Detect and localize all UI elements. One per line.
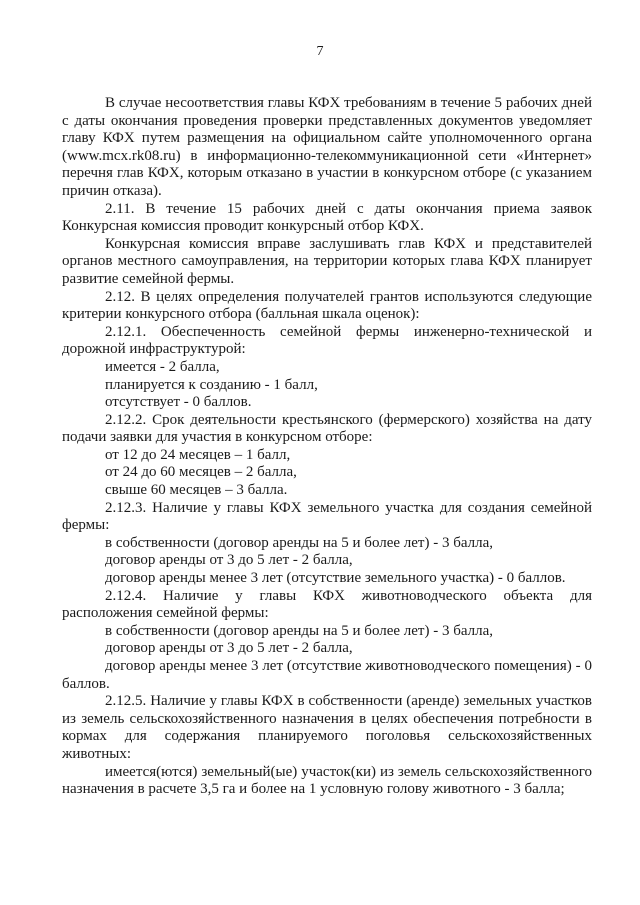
list-item: имеется - 2 балла, bbox=[105, 358, 220, 375]
paragraph: договор аренды менее 3 лет (отсутствие животноводческого помещения) - 0 баллов. bbox=[62, 658, 592, 692]
list-item: от 12 до 24 месяцев – 1 балл, bbox=[105, 446, 291, 463]
list-item: договор аренды от 3 до 5 лет - 2 балла, bbox=[105, 640, 353, 657]
list-item: в собственности (договор аренды на 5 и более лет) - 3 балла, bbox=[105, 534, 494, 551]
list-item: отсутствует - 0 баллов. bbox=[105, 394, 252, 411]
paragraph: 2.12.1. Обеспеченность семейной фермы инженерно-технической и дорожной инфраструктурой: bbox=[62, 323, 592, 358]
list-item: от 24 до 60 месяцев – 2 балла, bbox=[105, 464, 297, 481]
paragraph: 2.12.4. Наличие у главы КФХ животноводческого объекта для расположения семейной фермы: bbox=[62, 587, 592, 622]
list-item: в собственности (договор аренды на 5 и более лет) - 3 балла, bbox=[105, 622, 494, 639]
list-item: договор аренды от 3 до 5 лет - 2 балла, bbox=[105, 552, 353, 569]
paragraph: имеется(ются) земельный(ые) участок(ки) из земель сельскохозяйственного назначения в расчете 3,5 га и более на 1 условную голову животного - 3 балла; bbox=[62, 763, 592, 798]
page-number: 7 bbox=[316, 44, 324, 59]
list-item: планируется к созданию - 1 балл, bbox=[105, 376, 318, 393]
document-body bbox=[62, 95, 592, 799]
paragraph: 2.11. В течение 15 рабочих дней с даты окончания приема заявок Конкурсная комиссия проводит конкурсный отбор КФХ. bbox=[62, 200, 592, 235]
paragraph: Конкурсная комиссия вправе заслушивать глав КФХ и представителей органов местного самоуправления, на территории которых глава КФХ планирует развитие семейной фермы. bbox=[62, 235, 592, 287]
list-item: свыше 60 месяцев – 3 балла. bbox=[105, 482, 288, 499]
paragraph: 2.12.3. Наличие у главы КФХ земельного участка для создания семейной фермы: bbox=[62, 499, 592, 534]
paragraph: 2.12.2. Срок деятельности крестьянского (фермерского) хозяйства на дату подачи заявки для участия в конкурсном отборе: bbox=[62, 411, 592, 446]
paragraph: 2.12.5. Наличие у главы КФХ в собственности (аренде) земельных участков из земель сельскохозяйственного назначения в целях обеспечения потребности в кормах для содержания планируемого поголовья сельскохозяйственных животных: bbox=[62, 693, 592, 762]
paragraph: В случае несоответствия главы КФХ требованиям в течение 5 рабочих дней с даты окончания проведения проверки представленных документов уведомляет главу КФХ путем размещения на официальном сайте уполномоченного органа (www.mcx.rk08.ru) в информационно-телекоммуникационной сети «Интернет» перечня глав КФХ, которым отказано в участии в конкурсном отборе (с указанием причин отказа). bbox=[62, 95, 592, 199]
paragraph: 2.12. В целях определения получателей грантов используются следующие критерии конкурсного отбора (балльная шкала оценок): bbox=[62, 288, 592, 323]
list-item: договор аренды менее 3 лет (отсутствие земельного участка) - 0 баллов. bbox=[105, 570, 566, 587]
